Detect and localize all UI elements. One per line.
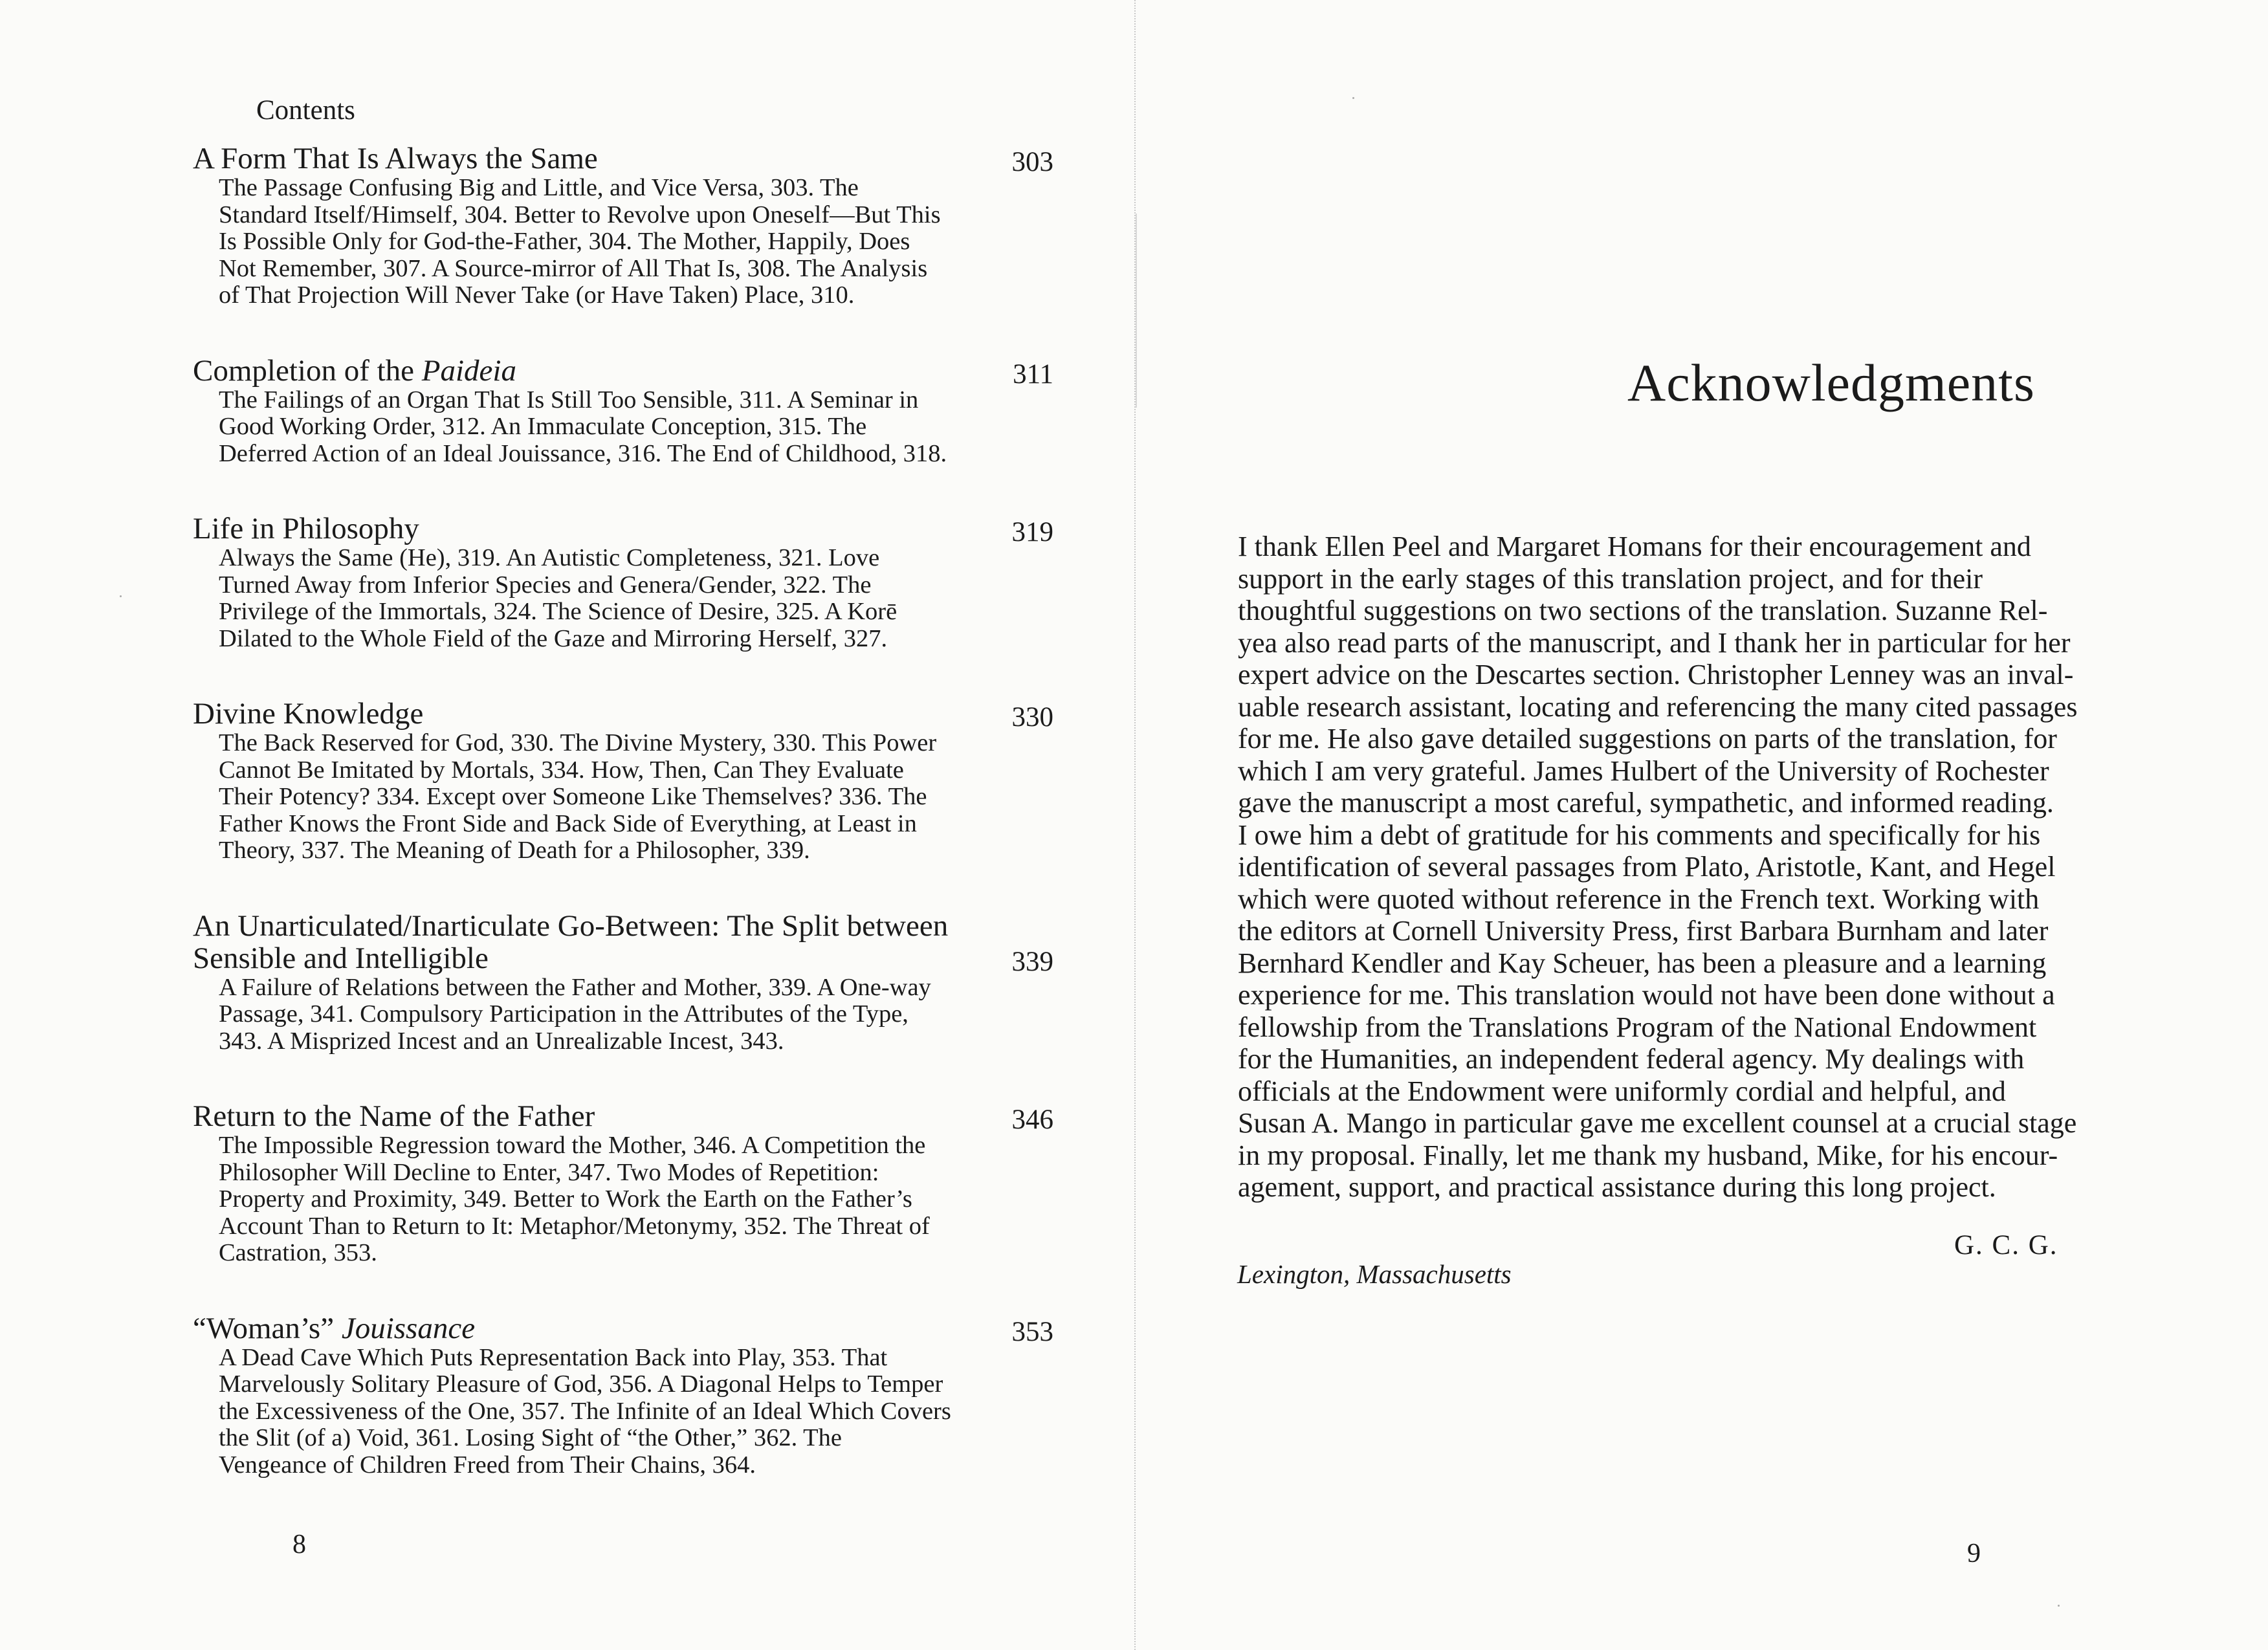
toc-page-number: 330	[1011, 702, 1053, 732]
author-initials: G. C. G.	[1954, 1230, 2058, 1260]
toc-title-part: “Woman’s”	[193, 1311, 342, 1345]
acknowledgments-body	[1238, 531, 2105, 1204]
toc-title-part: Divine Knowledge	[193, 697, 424, 731]
toc-entry-title	[193, 512, 1053, 545]
toc-summary-line: Not Remember, 307. A Source-mirror of All That Is, 308. The Analysis	[219, 254, 928, 282]
toc-page-number: 311	[1013, 358, 1053, 390]
acknowledgments-line: Susan A. Mango in particular gave me excellent counsel at a crucial stage	[1238, 1107, 2077, 1139]
toc-page-number: 339	[1011, 946, 1053, 977]
acknowledgments-line: officials at the Endowment were uniformly cordial and helpful, and	[1238, 1075, 2006, 1107]
toc-summary-line: the Slit (of a) Void, 361. Losing Sight of “the Other,” 362. The	[219, 1424, 842, 1451]
toc-summary-line: Property and Proximity, 349. Better to Work the Earth on the Father’s	[219, 1185, 912, 1213]
paper-speck	[2058, 1605, 2060, 1607]
running-head: Contents	[256, 95, 355, 126]
toc-summary-line: Account Than to Return to It: Metaphor/Metonymy, 352. The Threat of	[219, 1212, 930, 1240]
acknowledgments-line: the editors at Cornell University Press, first Barbara Burnham and later	[1238, 915, 2049, 947]
toc-entry-summary	[193, 730, 1053, 864]
toc-entry	[193, 142, 1053, 309]
toc-title-part: Jouissance	[341, 1311, 476, 1345]
acknowledgments-line: uable research assistant, locating and referencing the many cited passages	[1238, 690, 2078, 723]
toc-page-number: 346	[1011, 1105, 1053, 1135]
page-number-left: 8	[292, 1530, 306, 1559]
toc-summary-line: the Excessiveness of the One, 357. The Infinite of an Ideal Which Covers	[219, 1397, 951, 1425]
acknowledgments-line: support in the early stages of this translation project, and for their	[1238, 562, 1983, 595]
acknowledgments-line: I thank Ellen Peel and Margaret Homans for their encouragement and	[1238, 531, 2031, 562]
acknowledgments-line: I owe him a debt of gratitude for his comments and specifically for his	[1238, 819, 2041, 851]
toc-page-number: 319	[1011, 517, 1053, 547]
acknowledgments-line: yea also read parts of the manuscript, and I thank her in particular for her	[1238, 626, 2071, 659]
toc-entry-title	[193, 698, 1053, 730]
toc-summary-line: 343. A Misprized Incest and an Unrealizable Incest, 343.	[219, 1027, 784, 1055]
toc-entry-title	[193, 142, 1053, 175]
toc-entry-summary	[193, 175, 1053, 309]
toc-title-part: Return to the Name of the Father	[193, 1099, 595, 1133]
acknowledgments-line: fellowship from the Translations Program of the National Endowment	[1238, 1011, 2037, 1043]
acknowledgments-line: experience for me. This translation would not have been done without a	[1238, 979, 2055, 1011]
toc-summary-line: The Passage Confusing Big and Little, and Vice Versa, 303. The	[219, 174, 859, 201]
toc-entry	[193, 1312, 1053, 1479]
page-number-right: 9	[1967, 1539, 1981, 1568]
toc-title-part: Life in Philosophy	[193, 512, 419, 545]
acknowledgments-line: expert advice on the Descartes section. Christopher Lenney was an inval-	[1238, 659, 2074, 690]
toc-entry-title	[193, 353, 1053, 390]
toc-summary-line: Their Potency? 334. Except over Someone Like Themselves? 336. The	[219, 783, 927, 810]
acknowledgments-line: identification of several passages from Plato, Aristotle, Kant, and Hegel	[1238, 851, 2056, 883]
toc-summary-line: A Failure of Relations between the Father and Mother, 339. A One-way	[219, 973, 931, 1001]
toc-title-part: Completion of the	[193, 353, 422, 388]
table-of-contents	[193, 142, 1053, 1524]
toc-summary-line: Father Knows the Front Side and Back Side of Everything, at Least in	[219, 809, 917, 837]
acknowledgments-line: which I am very grateful. James Hulbert of the University of Rochester	[1238, 754, 2049, 787]
toc-summary-line: Philosopher Will Decline to Enter, 347. Two Modes of Repetition:	[219, 1158, 879, 1186]
toc-summary-line: Turned Away from Inferior Species and Genera/Gender, 322. The	[219, 571, 872, 599]
acknowledgments-heading: Acknowledgments	[1627, 353, 2035, 412]
toc-entry	[193, 512, 1053, 652]
toc-entry	[193, 910, 1053, 1055]
toc-entry-title	[193, 1312, 1053, 1345]
toc-summary-line: Privilege of the Immortals, 324. The Science of Desire, 325. A Korē	[219, 598, 897, 625]
toc-entry	[193, 355, 1053, 468]
paper-speck	[1352, 97, 1354, 99]
toc-title-line2: Sensible and Intelligible	[193, 941, 489, 975]
toc-summary-line: Deferred Action of an Ideal Jouissance, 316. The End of Childhood, 318.	[219, 439, 947, 467]
acknowledgments-line: in my proposal. Finally, let me thank my husband, Mike, for his encour-	[1238, 1139, 2058, 1171]
toc-summary-line: The Failings of an Organ That Is Still Too Sensible, 311. A Seminar in	[219, 386, 919, 413]
toc-summary-line: Always the Same (He), 319. An Autistic Completeness, 321. Love	[219, 544, 880, 571]
acknowledgments-line: gave the manuscript a most careful, sympathetic, and informed reading.	[1238, 787, 2054, 819]
paper-speck	[120, 595, 122, 597]
toc-summary-line: Vengeance of Children Freed from Their Chains, 364.	[219, 1451, 756, 1479]
toc-title-part: A Form That Is Always the Same	[193, 142, 598, 175]
toc-entry-summary	[193, 974, 1053, 1055]
toc-summary-line: Is Possible Only for God-the-Father, 304. The Mother, Happily, Does	[219, 228, 910, 255]
toc-summary-line: of That Projection Will Never Take (or Have Taken) Place, 310.	[219, 281, 855, 309]
toc-summary-line: Marvelously Solitary Pleasure of God, 356. A Diagonal Helps to Temper	[219, 1370, 943, 1398]
toc-summary-line: Standard Itself/Himself, 304. Better to Revolve upon Oneself—But This	[219, 201, 941, 228]
toc-summary-line: The Impossible Regression toward the Mother, 346. A Competition the	[219, 1132, 926, 1159]
acknowledgments-line: which were quoted without reference in the French text. Working with	[1238, 883, 2040, 915]
toc-page-number: 303	[1011, 147, 1053, 177]
toc-entry-summary	[193, 387, 1053, 468]
toc-summary-line: A Dead Cave Which Puts Representation Back into Play, 353. That	[219, 1343, 888, 1371]
toc-entry	[193, 698, 1053, 864]
acknowledgments-line: for me. He also gave detailed suggestions on parts of the translation, for	[1238, 723, 2057, 754]
toc-summary-line: Castration, 353.	[219, 1239, 377, 1266]
toc-summary-line: Theory, 337. The Meaning of Death for a Philosopher, 339.	[219, 837, 810, 864]
acknowledgments-line: agement, support, and practical assistance during this long project.	[1238, 1171, 1996, 1203]
toc-title-part: An Unarticulated/Inarticulate Go-Between: The Split between	[193, 908, 949, 943]
toc-summary-line: The Back Reserved for God, 330. The Divine Mystery, 330. This Power	[219, 729, 937, 756]
toc-summary-line: Dilated to the Whole Field of the Gaze and Mirroring Herself, 327.	[219, 624, 888, 652]
acknowledgments-line: Bernhard Kendler and Kay Scheuer, has been a pleasure and a learning	[1238, 947, 2047, 979]
toc-entry	[193, 1100, 1053, 1267]
acknowledgments-line: thoughtful suggestions on two sections of the translation. Suzanne Rel-	[1238, 595, 2048, 626]
place-signature: Lexington, Massachusetts	[1237, 1259, 1512, 1289]
toc-entry-title	[193, 1099, 1053, 1135]
toc-entry-summary	[193, 1345, 1053, 1479]
toc-entry-title	[193, 908, 1053, 977]
toc-summary-line: Cannot Be Imitated by Mortals, 334. How, Then, Can They Evaluate	[219, 756, 904, 784]
toc-summary-line: Passage, 341. Compulsory Participation in the Attributes of the Type,	[219, 1000, 908, 1028]
toc-title-part: Paideia	[421, 353, 516, 388]
toc-entry-summary	[193, 1132, 1053, 1267]
toc-page-number: 353	[1011, 1316, 1053, 1347]
toc-summary-line: Good Working Order, 312. An Immaculate Conception, 315. The	[219, 413, 867, 440]
toc-entry-summary	[193, 545, 1053, 652]
acknowledgments-line: for the Humanities, an independent federal agency. My dealings with	[1238, 1043, 2025, 1075]
